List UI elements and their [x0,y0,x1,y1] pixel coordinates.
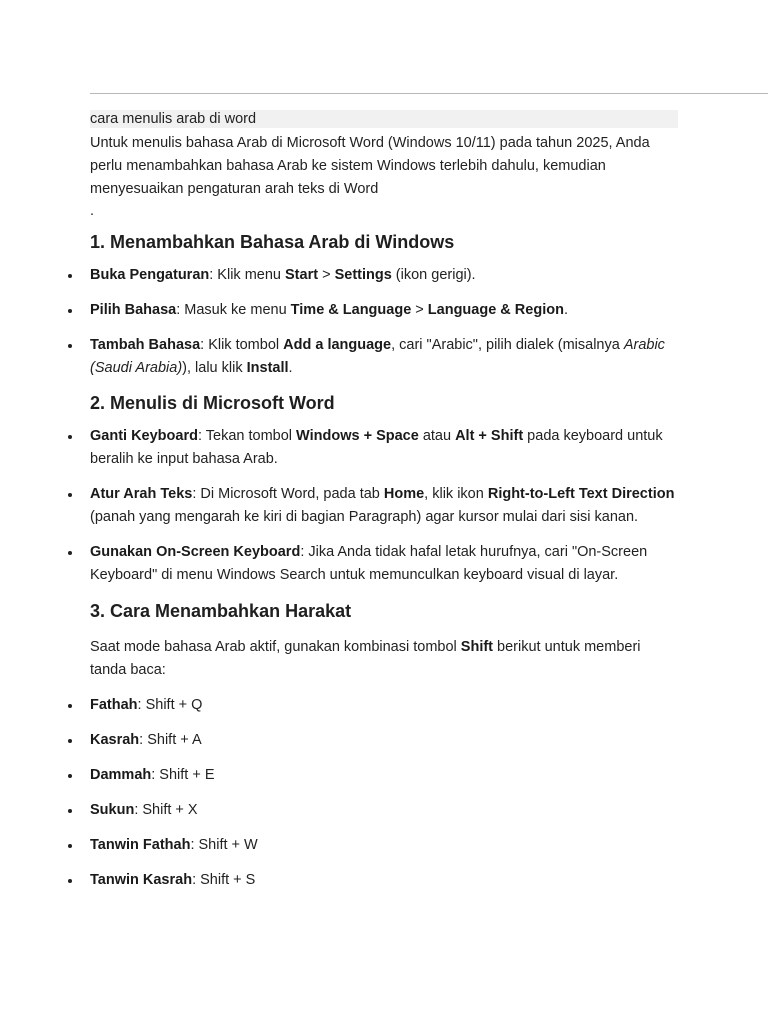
list-item [90,425,678,471]
item-text: pada keyboard untuk beralih ke input bahasa Arab. [90,428,663,467]
item-label: Tanwin Fathah [90,837,191,853]
list-item [90,869,678,892]
section-heading: 2. Menulis di Microsoft Word [90,393,335,413]
item-text: ), lalu klik [182,360,247,376]
item-strong: Home [383,486,425,502]
item-text: atau [418,428,456,444]
item-strong: Language & Region [427,302,564,318]
item-text: : Jika Anda tidak hafal letak hurufnya, cari "On-Screen Keyboard" di menu Windows Search untuk memunculkan keyboard visual di layar. [90,544,648,583]
section-paragraph [90,636,678,682]
intro-paragraph: Untuk menulis bahasa Arab di Microsoft Word (Windows 10/11) pada tahun 2025, Anda perlu menambahkan bahasa Arab ke sistem Windows terlebih dahulu, kemudian menyesuaikan pengaturan arah teks di Word [90,135,650,197]
section-heading: 3. Cara Menambahkan Harakat [90,601,352,621]
section-list [90,264,678,380]
item-strong: Add a language [283,337,392,353]
item-label: Dammah [90,767,152,783]
para-strong: Shift [460,639,494,655]
section-heading: 1. Menambahkan Bahasa Arab di Windows [90,232,455,252]
item-text: : Shift + A [139,732,202,748]
list-item [90,799,678,822]
intro-dot: . [90,203,95,219]
item-label: Sukun [90,802,135,818]
harakat-list [90,694,678,892]
item-italic: Arabic (Saudi Arabia) [90,337,665,376]
item-label: Fathah [90,697,138,713]
item-text: > [411,302,428,318]
item-text: , cari "Arabic", pilih dialek (misalnya [391,337,624,353]
item-label: Gunakan On-Screen Keyboard [90,544,301,560]
item-strong: Settings [334,267,392,283]
item-label: Kasrah [90,732,140,748]
top-divider [90,93,768,94]
item-strong: Windows + Space [296,428,419,444]
item-label: Tanwin Kasrah [90,872,193,888]
item-label: Buka Pengaturan [90,267,210,283]
item-label: Ganti Keyboard [90,428,198,444]
item-text: . [563,302,568,318]
list-item [90,764,678,787]
list-item [90,334,678,380]
list-item [90,694,678,717]
list-item [90,483,678,529]
item-label: Atur Arah Teks [90,486,193,502]
item-text: : Shift + X [134,802,198,818]
item-strong: Start [285,267,319,283]
item-strong: Time & Language [290,302,412,318]
item-text: : Shift + E [151,767,215,783]
item-text: : Shift + W [190,837,258,853]
item-text: , klik ikon [424,486,488,502]
document-body [90,110,678,904]
list-item [90,264,678,287]
list-item [90,541,678,587]
item-strong: Install [246,360,289,376]
item-strong: Right-to-Left Text Direction [487,486,675,502]
para-text: Saat mode bahasa Arab aktif, gunakan kombinasi tombol [90,639,461,655]
item-label: Tambah Bahasa [90,337,201,353]
item-text: : Shift + Q [137,697,203,713]
list-item [90,299,678,322]
list-item [90,729,678,752]
item-text: : Klik menu [209,267,285,283]
list-item [90,834,678,857]
item-strong: Alt + Shift [455,428,524,444]
item-text: : Klik tombol [200,337,284,353]
item-text: : Di Microsoft Word, pada tab [192,486,384,502]
item-text: : Shift + S [192,872,256,888]
search-query: cara menulis arab di word [90,110,678,128]
item-text: (panah yang mengarah ke kiri di bagian Paragraph) agar kursor mulai dari sisi kanan. [90,509,639,525]
item-text: : Tekan tombol [197,428,297,444]
item-text: > [318,267,335,283]
para-text: berikut untuk memberi tanda baca: [90,639,641,678]
item-text: : Masuk ke menu [176,302,291,318]
item-label: Pilih Bahasa [90,302,177,318]
item-text: (ikon gerigi). [391,267,476,283]
section-list [90,425,678,587]
item-text: . [288,360,293,376]
